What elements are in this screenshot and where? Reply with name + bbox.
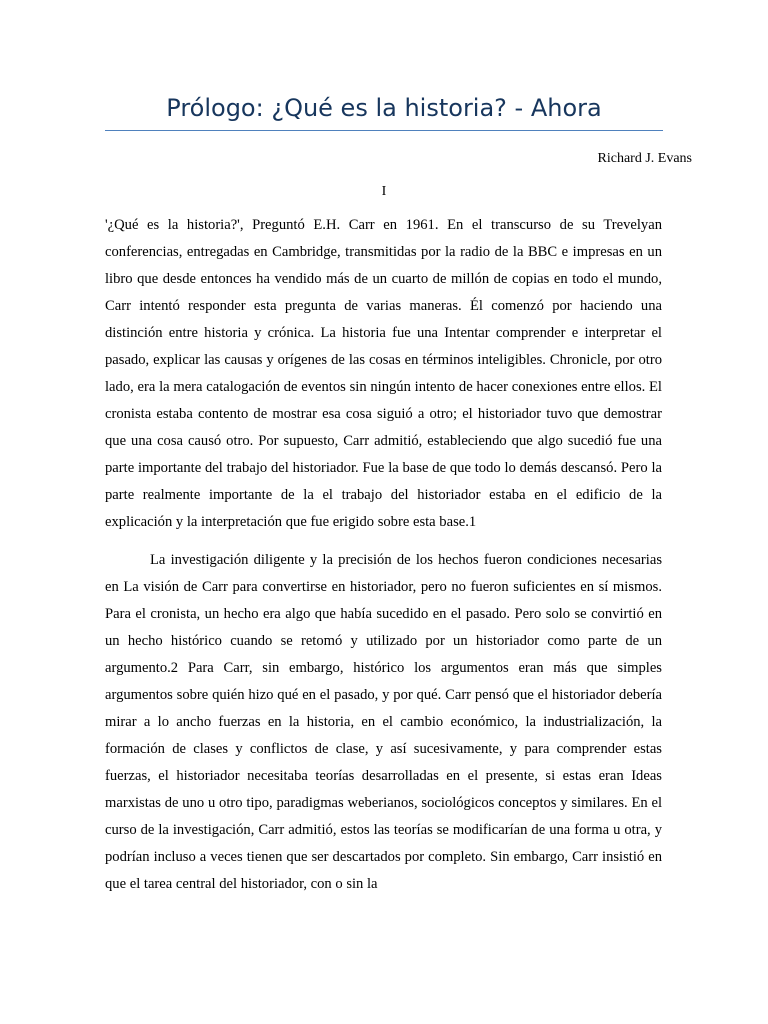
title-underline xyxy=(105,130,663,131)
paragraph-2: La investigación diligente y la precisión de los hechos fueron condiciones necesarias en La visión de Carr para convertirse en historiador, pero no fueron suficientes en sí mismos. Para el cronista, un hecho era algo que había sucedido en el pasado. Pero solo se convirtió en un hecho histórico cuando se retomó y utilizado por un historiador como parte de un argumento.2 Para Carr, sin embargo, histórico los argumentos eran más que simples argumentos sobre quién hizo qué en el pasado, y por qué. Carr pensó que el historiador debería mirar a lo ancho fuerzas en la historia, en el cambio económico, la industrialización, la formación de clases y conflictos de clase, y así sucesivamente, y para comprender estas fuerzas, el historiador necesitaba teorías desarrolladas en el presente, si estas eran Ideas marxistas de uno u otro tipo, paradigmas weberianos, sociológicos conceptos y similares. En el curso de la investigación, Carr admitió, estos las teorías se modificarían de una forma u otra, y podrían incluso a veces tienen que ser descartados por completo. Sin embargo, Carr insistió en que el tarea central del historiador, con o sin la xyxy=(105,552,662,892)
author-name: Richard J. Evans xyxy=(597,151,692,166)
page-title: Prólogo: ¿Qué es la historia? - Ahora xyxy=(166,94,602,122)
section-number: I xyxy=(381,184,387,199)
paragraph-1: '¿Qué es la historia?', Preguntó E.H. Carr en 1961. En el transcurso de su Trevelyan conferencias, entregadas en Cambridge, transmitidas por la radio de la BBC e impresas en un libro que desde entonces ha vendido más de un cuarto de millón de copias en todo el mundo, Carr intentó responder esta pregunta de varias maneras. Él comenzó por haciendo una distinción entre historia y crónica. La historia fue una Intentar comprender e interpretar el pasado, explicar las causas y orígenes de las cosas en términos inteligibles. Chronicle, por otro lado, era la mera catalogación de eventos sin ningún intento de hacer conexiones entre ellos. El cronista estaba contento de mostrar esa cosa siguió a otro; el historiador tuvo que demostrar que una cosa causó otro. Por supuesto, Carr admitió, estableciendo que algo sucedió fue una parte importante del trabajo del historiador. Fue la base de que todo lo demás descansó. Pero la parte realmente importante de la el trabajo del historiador estaba en el edificio de la explicación y la interpretación que fue erigido sobre esta base.1 xyxy=(105,217,662,530)
